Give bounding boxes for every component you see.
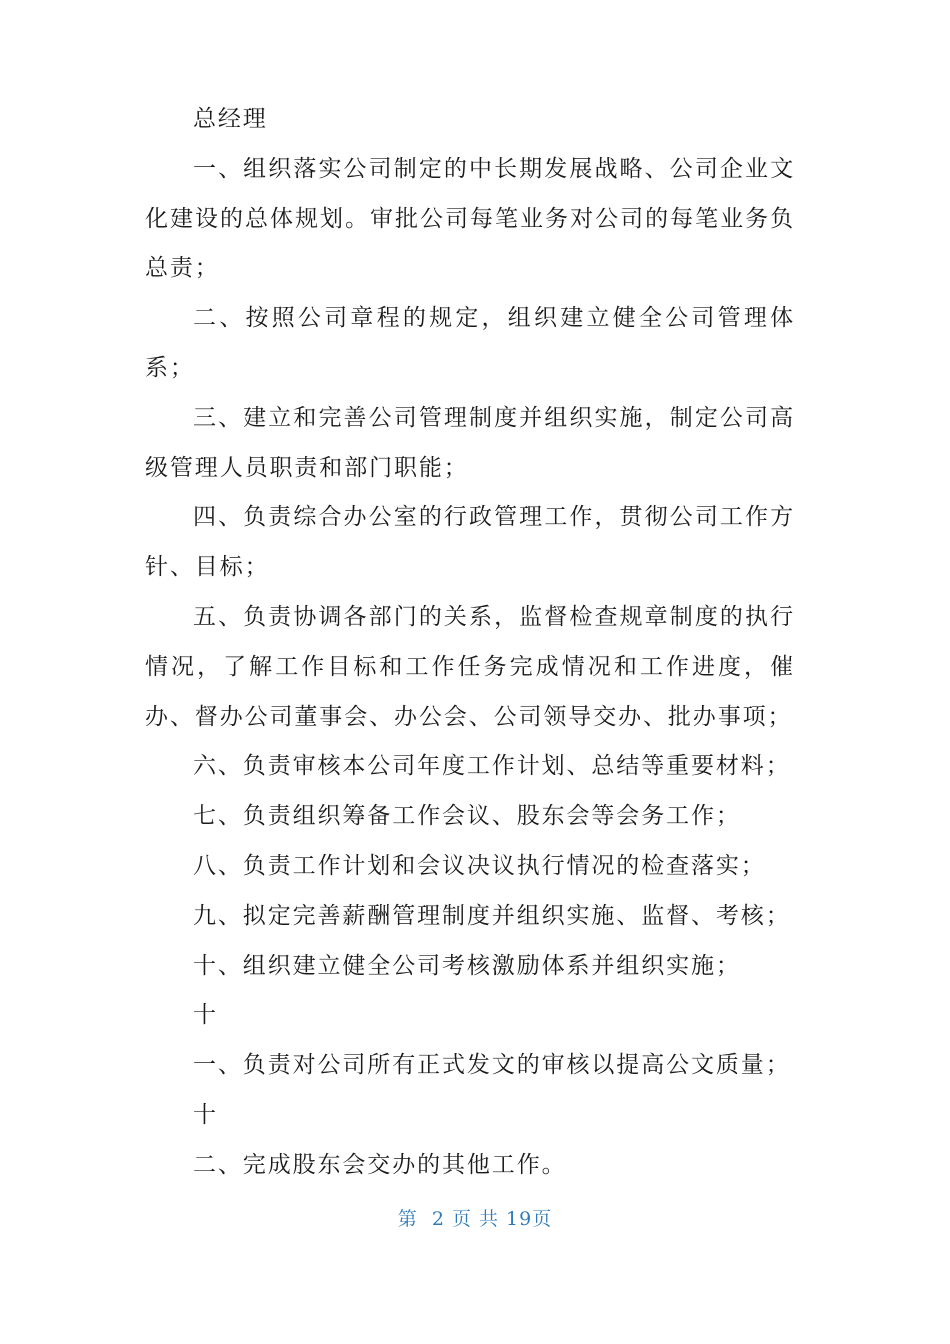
duty-item-3: 三、建立和完善公司管理制度并组织实施，制定公司高级管理人员职责和部门职能； xyxy=(145,404,795,481)
duty-item-2: 二、按照公司章程的规定，组织建立健全公司管理体系； xyxy=(145,305,795,381)
duty-item-11-prefix: 十 xyxy=(193,1002,218,1029)
heading-general-manager: 总经理 xyxy=(193,106,268,132)
duty-item-5: 五、负责协调各部门的关系，监督检查规章制度的执行情况，了解工作目标和工作任务完成情况和工作进度，催办、督办公司董事会、办公会、公司领导交办、批办事项； xyxy=(145,603,795,730)
duty-item-11: 一、负责对公司所有正式发文的审核以提高公文质量； xyxy=(193,1052,791,1079)
duty-item-4: 四、负责综合办公室的行政管理工作，贯彻公司工作方针、目标； xyxy=(145,504,795,581)
document-body xyxy=(145,95,795,1191)
duty-item-6: 六、负责审核本公司年度工作计划、总结等重要材料； xyxy=(193,753,791,780)
duty-item-8: 八、负责工作计划和会议决议执行情况的检查落实； xyxy=(193,852,766,879)
duty-item-7: 七、负责组织筹备工作会议、股东会等会务工作； xyxy=(193,803,741,830)
duty-item-1: 一、组织落实公司制定的中长期发展战略、公司企业文化建设的总体规划。审批公司每笔业务对公司的每笔业务负总责； xyxy=(145,155,795,282)
duty-item-12-prefix: 十 xyxy=(193,1101,218,1128)
duty-item-10: 十、组织建立健全公司考核激励体系并组织实施； xyxy=(193,952,741,979)
duty-item-12: 二、完成股东会交办的其他工作。 xyxy=(193,1151,567,1178)
duty-item-9: 九、拟定完善薪酬管理制度并组织实施、监督、考核； xyxy=(193,902,791,929)
page-number-footer: 第 2 页 共 19页 xyxy=(397,1208,553,1230)
